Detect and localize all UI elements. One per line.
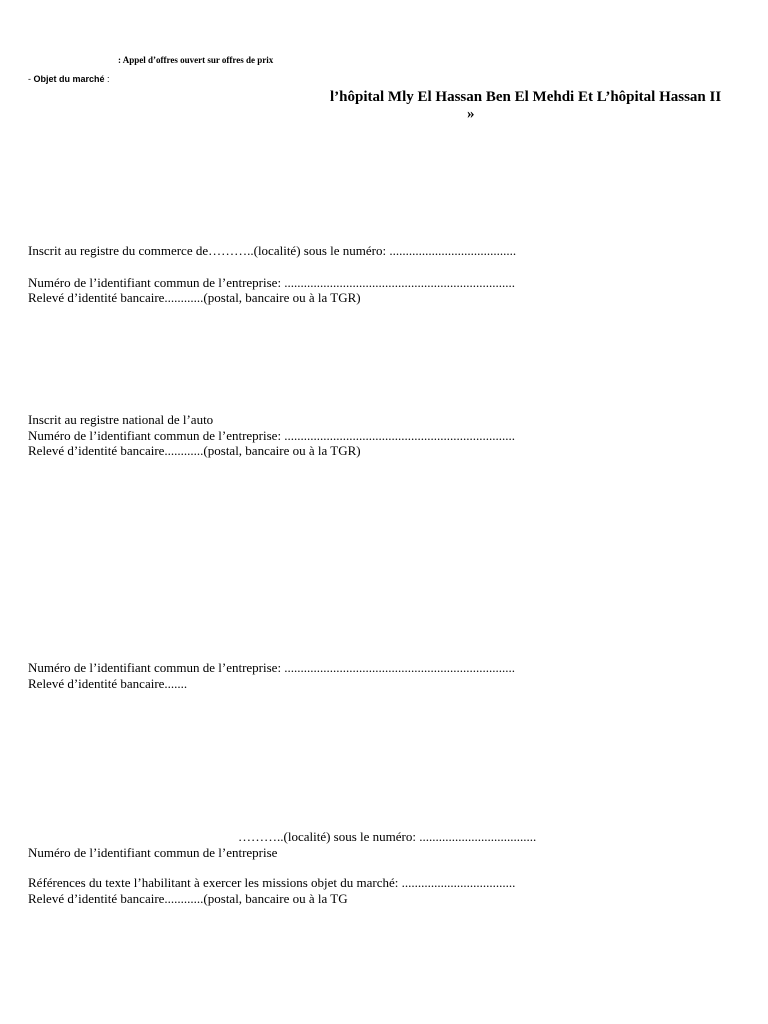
localite-line: ………..(localité) sous le numéro: .................................... xyxy=(238,829,537,844)
identifiant-line: Numéro de l’identifiant commun de l’entreprise: ....................................................................... xyxy=(28,275,516,290)
identifiant-line: Numéro de l’identifiant commun de l’entreprise: ....................................................................... xyxy=(28,660,516,675)
identifiant-line: Numéro de l’identifiant commun de l’entreprise: ....................................................................... xyxy=(28,428,516,443)
objet-colon: : xyxy=(104,74,110,84)
identifiant-line: Numéro de l’identifiant commun de l’entreprise xyxy=(28,845,278,860)
registre-commerce-line: Inscrit au registre du commerce de………..(localité) sous le numéro: ....................................... xyxy=(28,243,517,258)
objet-dash: - xyxy=(28,74,34,84)
references-line: Références du texte l’habilitant à exercer les missions objet du marché: ................................... xyxy=(28,875,516,890)
procedure-line: : Appel d’offres ouvert sur offres de prix xyxy=(118,55,274,65)
objet-label: Objet du marché xyxy=(33,74,105,84)
objet-line xyxy=(28,74,110,85)
registre-national-line: Inscrit au registre national de l’auto xyxy=(28,412,214,427)
rib-line: Relevé d’identité bancaire....... xyxy=(28,676,188,691)
rib-line: Relevé d’identité bancaire............(postal, bancaire ou à la TGR) xyxy=(28,290,361,305)
rib-line: Relevé d’identité bancaire............(postal, bancaire ou à la TGR) xyxy=(28,443,361,458)
closing-quote: » xyxy=(467,106,475,122)
rib-line: Relevé d’identité bancaire............(postal, bancaire ou à la TG xyxy=(28,891,348,906)
hospitals-title: l’hôpital Mly El Hassan Ben El Mehdi Et L’hôpital Hassan II xyxy=(330,89,722,105)
